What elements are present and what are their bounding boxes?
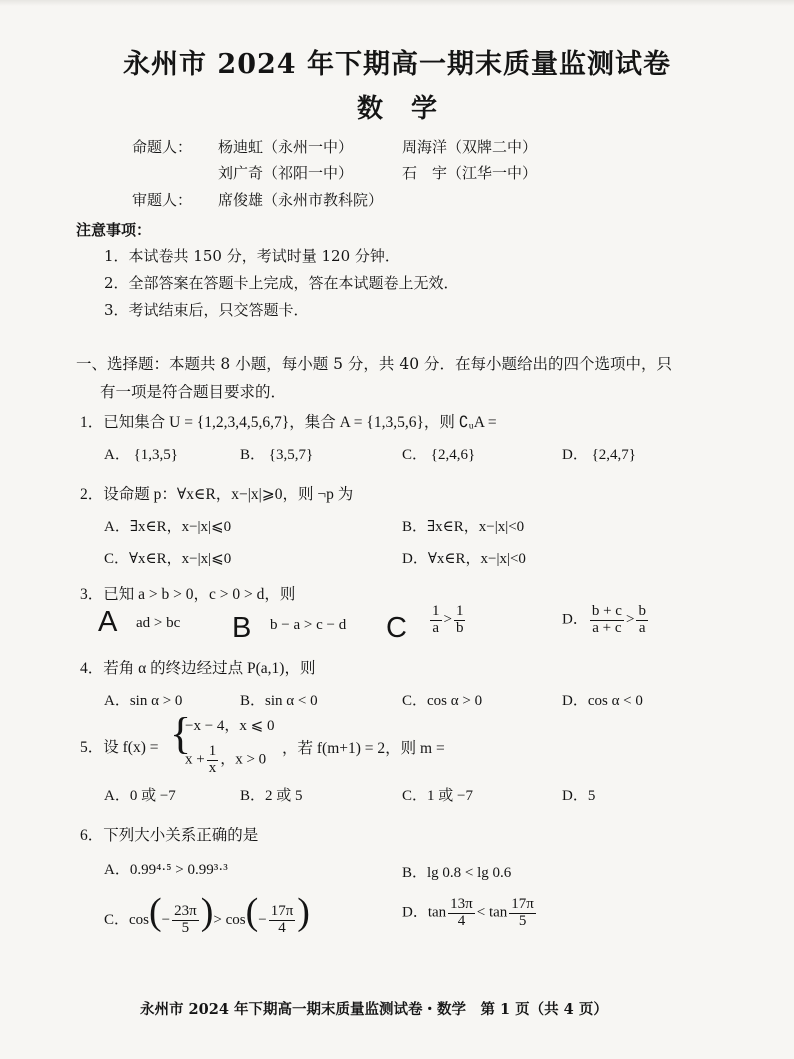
notice-item-1: 1．本试卷共 150 分，考试时量 120 分钟． xyxy=(104,247,400,265)
setter-4: 石 宇（江华一中） xyxy=(402,164,538,182)
q6-c-label: C．cos xyxy=(104,912,150,928)
q3-option-b: b − a > c − d xyxy=(270,617,347,633)
q6-d-num2: 17π xyxy=(511,896,534,912)
q5-piece-2-suffix: ，x > 0 xyxy=(220,751,267,768)
q6-c-mid: > cos xyxy=(213,912,246,928)
q2-option-c: C．∀x∈R，x−|x|⩽0 xyxy=(104,551,232,567)
q1-option-c: C． {2,4,6} xyxy=(402,447,476,463)
q4-option-a: A．sin α > 0 xyxy=(104,693,183,709)
q5-piece-2-prefix: x + xyxy=(185,751,205,768)
q6-d-num1: 13π xyxy=(450,896,473,912)
notice-heading: 注意事项： xyxy=(76,221,152,239)
q1-option-a: A． {1,3,5} xyxy=(104,447,178,463)
q3-option-c-letter: C xyxy=(386,612,407,644)
q3-d-den2: a xyxy=(638,619,646,636)
q6-c-num2: 17π xyxy=(270,903,294,920)
q1-option-d: D． {2,4,7} xyxy=(562,447,636,463)
q3-option-d xyxy=(562,604,650,637)
q3-c-rel: > xyxy=(443,611,452,628)
q3-c-num1: 1 xyxy=(432,603,440,619)
q3-c-den1: a xyxy=(432,619,440,636)
reviewer-label: 审题人： xyxy=(132,191,193,209)
page-footer: 永州市 2024 年下期高一期末质量监测试卷・数学 第 1 页（共 4 页） xyxy=(140,1001,608,1018)
reviewer: 席俊雄（永州市教科院） xyxy=(218,191,384,209)
q5-stem-suffix: ，若 f(m+1) = 2，则 m = xyxy=(282,740,445,757)
q1-stem: 1．已知集合 U = {1,2,3,4,5,6,7}，集合 A = {1,3,5,6}，则 ∁ᵤA = xyxy=(80,414,497,431)
q6-c-den2: 4 xyxy=(278,920,286,937)
q4-option-b: B．sin α < 0 xyxy=(240,693,318,709)
q2-option-d: D．∀x∈R，x−|x|<0 xyxy=(402,551,526,567)
q6-c-den1: 5 xyxy=(181,920,190,937)
q5-brace: { xyxy=(170,709,192,758)
q4-option-d: D．cos α < 0 xyxy=(562,693,643,709)
section-heading-line2: 有一项是符合题目要求的． xyxy=(100,383,287,401)
q6-d-label: D．tan xyxy=(402,904,447,921)
q5-stem-prefix: 5．设 f(x) = xyxy=(80,739,159,756)
q5-piece-1: −x − 4，x ⩽ 0 xyxy=(185,718,275,734)
q4-option-c: C．cos α > 0 xyxy=(402,693,483,709)
q3-option-b-letter: B xyxy=(232,612,252,644)
q2-option-a: A．∃x∈R，x−|x|⩽0 xyxy=(104,519,232,535)
exam-title: 永州市 2024 年下期高一期末质量监测试卷 xyxy=(123,49,671,80)
q3-d-rel: > xyxy=(625,611,635,628)
section-heading-line1: 一、选择题：本题共 8 小题，每小题 5 分，共 40 分．在每小题给出的四个选项中，只 xyxy=(76,355,673,373)
setter-1: 杨迪虹（永州一中） xyxy=(218,138,354,156)
q1-option-b: B． {3,5,7} xyxy=(240,447,314,463)
q2-stem: 2．设命题 p：∀x∈R，x−|x|⩾0，则 ¬p 为 xyxy=(80,486,354,503)
q3-d-den1: a + c xyxy=(592,619,622,636)
q5-option-a: A．0 或 −7 xyxy=(104,788,176,804)
q3-d-num2: b xyxy=(638,603,646,619)
q3-stem: 3．已知 a > b > 0，c > 0 > d，则 xyxy=(80,586,296,603)
q3-d-label: D． xyxy=(562,611,588,628)
q6-d-den1: 4 xyxy=(457,912,466,929)
q3-c-den2: b xyxy=(455,619,464,636)
exam-subject: 数学 xyxy=(356,94,465,124)
notice-item-3: 3．考试结束后，只交答题卡． xyxy=(104,301,309,319)
q2-option-b: B．∃x∈R，x−|x|<0 xyxy=(402,519,525,535)
q5-option-c: C．1 或 −7 xyxy=(402,788,473,804)
q6-option-b: B．lg 0.8 < lg 0.6 xyxy=(402,865,512,881)
q6-stem: 6．下列大小关系正确的是 xyxy=(80,827,259,844)
q5-piece-2 xyxy=(185,744,266,777)
q3-c-num2: 1 xyxy=(455,603,464,619)
q3-option-c xyxy=(428,604,467,637)
q6-d-den2: 5 xyxy=(518,912,527,929)
setter-label: 命题人： xyxy=(132,138,193,156)
q6-c-num1: 23π xyxy=(174,903,197,920)
q3-option-a-letter: A xyxy=(98,606,118,638)
q6-option-a: A．0.99⁴·⁵ > 0.99³·³ xyxy=(104,862,228,878)
q6-option-d xyxy=(402,897,538,930)
q3-d-num1: b + c xyxy=(591,603,622,619)
q5-option-d: D．5 xyxy=(562,788,596,804)
q5-option-b: B．2 或 5 xyxy=(240,788,303,804)
q6-d-mid: < tan xyxy=(476,904,508,921)
notice-item-2: 2．全部答案在答题卡上完成，答在本试题卷上无效． xyxy=(104,274,459,292)
setter-3: 刘广奇（祁阳一中） xyxy=(218,164,354,182)
q4-stem: 4．若角 α 的终边经过点 P(a,1)，则 xyxy=(80,660,316,677)
q6-option-c: C．cos(− $\frac{23\pi}{5}$ )> cos(− $\frac{17\pi}{4}$ ) xyxy=(104,891,310,937)
q5-piece-2-den: x xyxy=(208,759,217,776)
q5-piece-2-num: 1 xyxy=(208,743,217,759)
scan-edge xyxy=(0,0,794,6)
q3-option-a: ad > bc xyxy=(136,615,181,631)
setter-2: 周海洋（双牌二中） xyxy=(402,138,538,156)
